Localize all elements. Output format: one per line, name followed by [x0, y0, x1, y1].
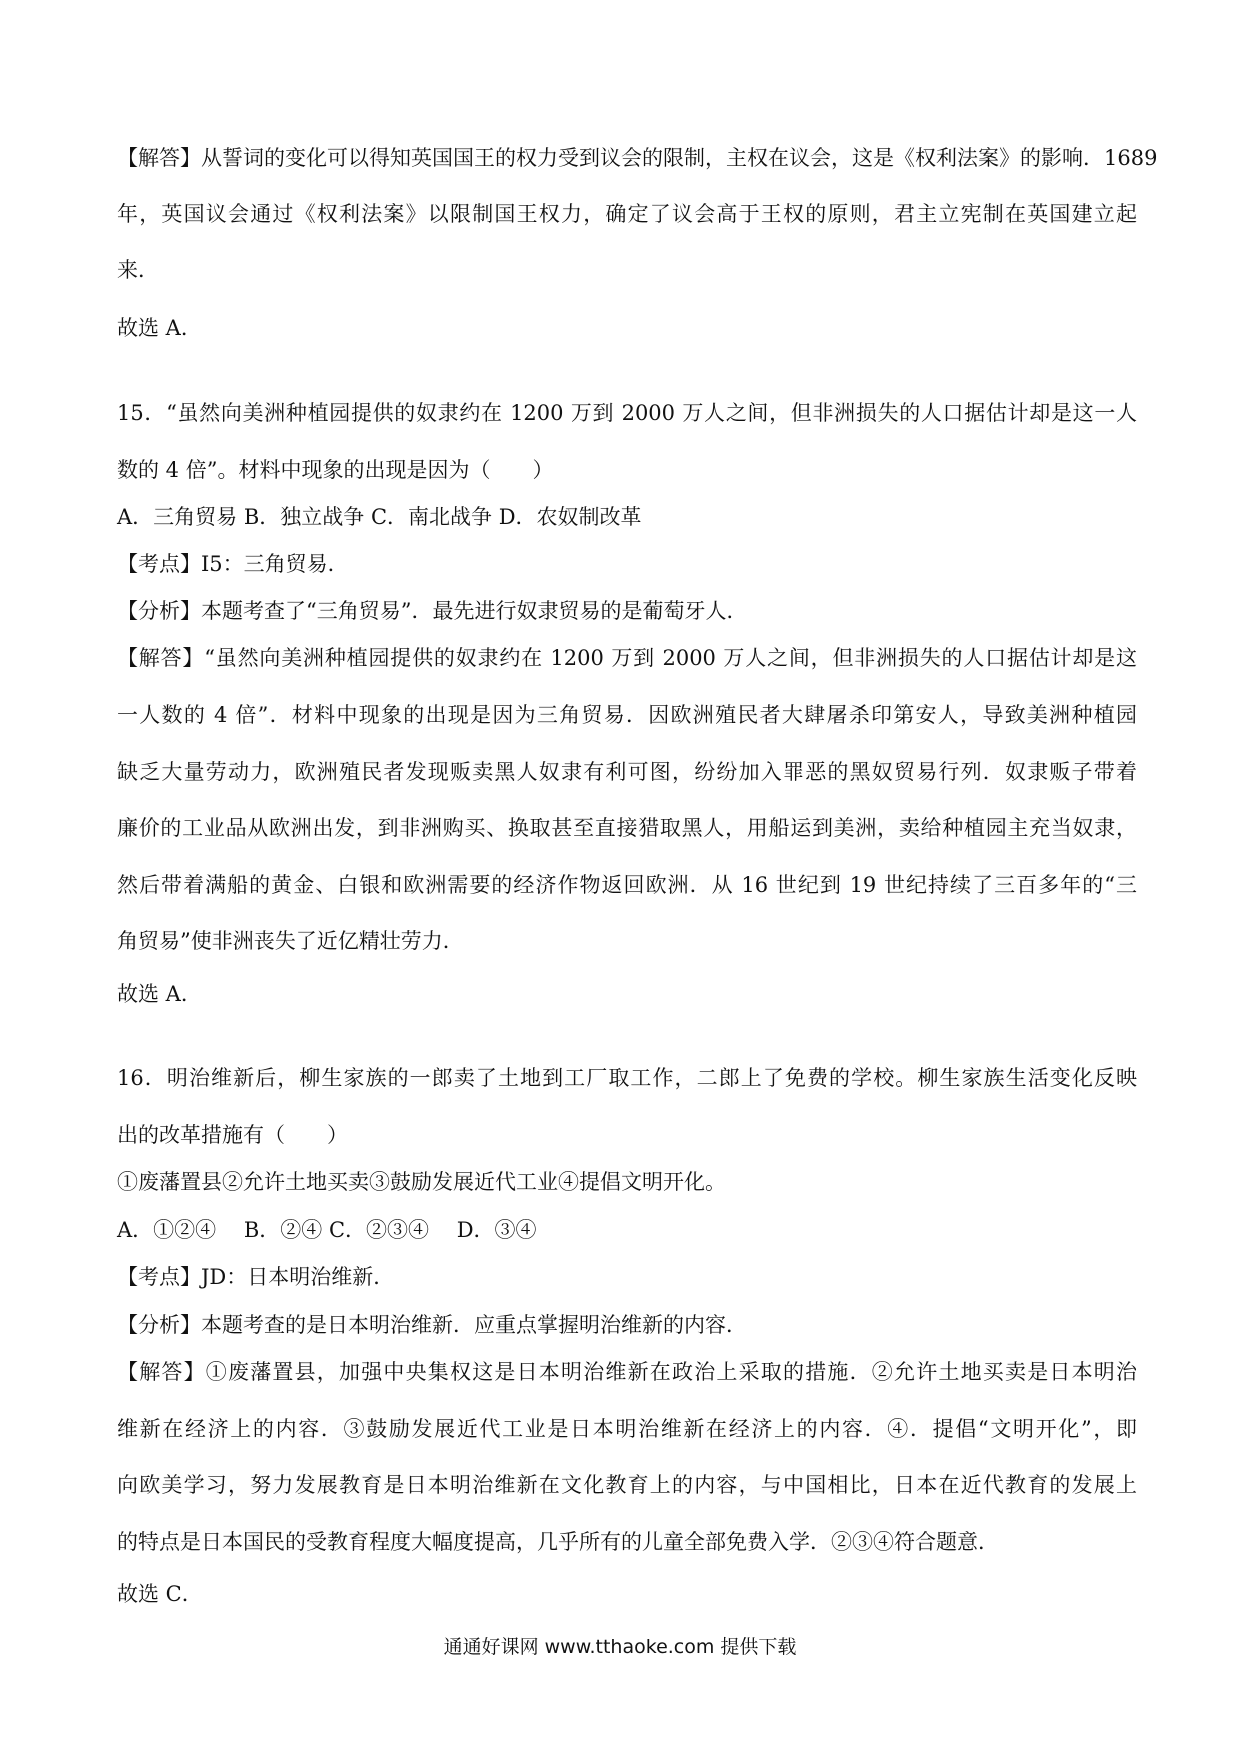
q14-choice: 故选 A． [117, 316, 202, 340]
q16-answer-line-4: 的特点是日本国民的受教育程度大幅度提高，几乎所有的儿童全部免费入学．②③④符合题意． [117, 1530, 999, 1554]
q16-stem-line-2: 出的改革措施有（ ） [117, 1123, 348, 1147]
q16-kaodian: 【考点】JD：日本明治维新． [117, 1265, 395, 1289]
q16-answer-line-2: 维新在经济上的内容．③鼓励发展近代工业是日本明治维新在经济上的内容．④．提倡“文明开化”，即 [117, 1417, 1137, 1441]
q15-answer-line-6: 角贸易”使非洲丧失了近亿精壮劳力． [117, 929, 464, 953]
q14-answer-line-2: 年，英国议会通过《权利法案》以限制国王权力，确定了议会高于王权的原则，君主立宪制在英国建立起 [117, 202, 1137, 226]
q16-answer-line-1: 【解答】①废藩置县，加强中央集权这是日本明治维新在政治上采取的措施．②允许土地买卖是日本明治 [117, 1360, 1137, 1384]
q16-items: ①废藩置县②允许土地买卖③鼓励发展近代工业④提倡文明开化。 [117, 1170, 726, 1194]
q16-choice: 故选 C． [117, 1582, 203, 1606]
q15-choice: 故选 A． [117, 982, 202, 1006]
q15-answer-line-5: 然后带着满船的黄金、白银和欧洲需要的经济作物返回欧洲．从 16 世纪到 19 世纪持续了三百多年的“三 [117, 873, 1137, 897]
q14-answer-line-1: 【解答】从誓词的变化可以得知英国国王的权力受到议会的限制，主权在议会，这是《权利法案》的影响．1689 [117, 146, 1158, 170]
q15-stem-line-2: 数的 4 倍”。材料中现象的出现是因为（ ） [117, 458, 554, 482]
q15-answer-line-4: 廉价的工业品从欧洲出发，到非洲购买、换取甚至直接猎取黑人，用船运到美洲，卖给种植园主充当奴隶， [117, 816, 1137, 840]
q15-fenxi: 【分析】本题考查了“三角贸易”．最先进行奴隶贸易的是葡萄牙人． [117, 599, 748, 623]
q15-answer-line-1: 【解答】“虽然向美洲种植园提供的奴隶约在 1200 万到 2000 万人之间，但非洲损失的人口据估计却是这 [117, 646, 1137, 670]
q16-options: A．①②④ B．②④ C．②③④ D．③④ [117, 1218, 537, 1242]
q14-answer-line-3: 来． [117, 258, 159, 282]
q15-kaodian: 【考点】I5：三角贸易． [117, 552, 349, 576]
q16-stem-line-1: 16．明治维新后，柳生家族的一郎卖了土地到工厂取工作，二郎上了免费的学校。柳生家族生活变化反映 [117, 1066, 1137, 1090]
q15-stem-line-1: 15．“虽然向美洲种植园提供的奴隶约在 1200 万到 2000 万人之间，但非洲损失的人口据估计却是这一人 [117, 401, 1137, 425]
q16-fenxi: 【分析】本题考查的是日本明治维新．应重点掌握明治维新的内容． [117, 1313, 747, 1337]
q15-options: A．三角贸易 B．独立战争 C．南北战争 D．农奴制改革 [117, 505, 642, 529]
q15-answer-line-2: 一人数的 4 倍”．材料中现象的出现是因为三角贸易．因欧洲殖民者大肆屠杀印第安人，导致美洲种植园 [117, 703, 1137, 727]
footer-download-notice: 通通好课网 www.tthaoke.com 提供下载 [443, 1636, 797, 1658]
q15-answer-line-3: 缺乏大量劳动力，欧洲殖民者发现贩卖黑人奴隶有利可图，纷纷加入罪恶的黑奴贸易行列．奴隶贩子带着 [117, 760, 1137, 784]
q16-answer-line-3: 向欧美学习，努力发展教育是日本明治维新在文化教育上的内容，与中国相比，日本在近代教育的发展上 [117, 1473, 1137, 1497]
